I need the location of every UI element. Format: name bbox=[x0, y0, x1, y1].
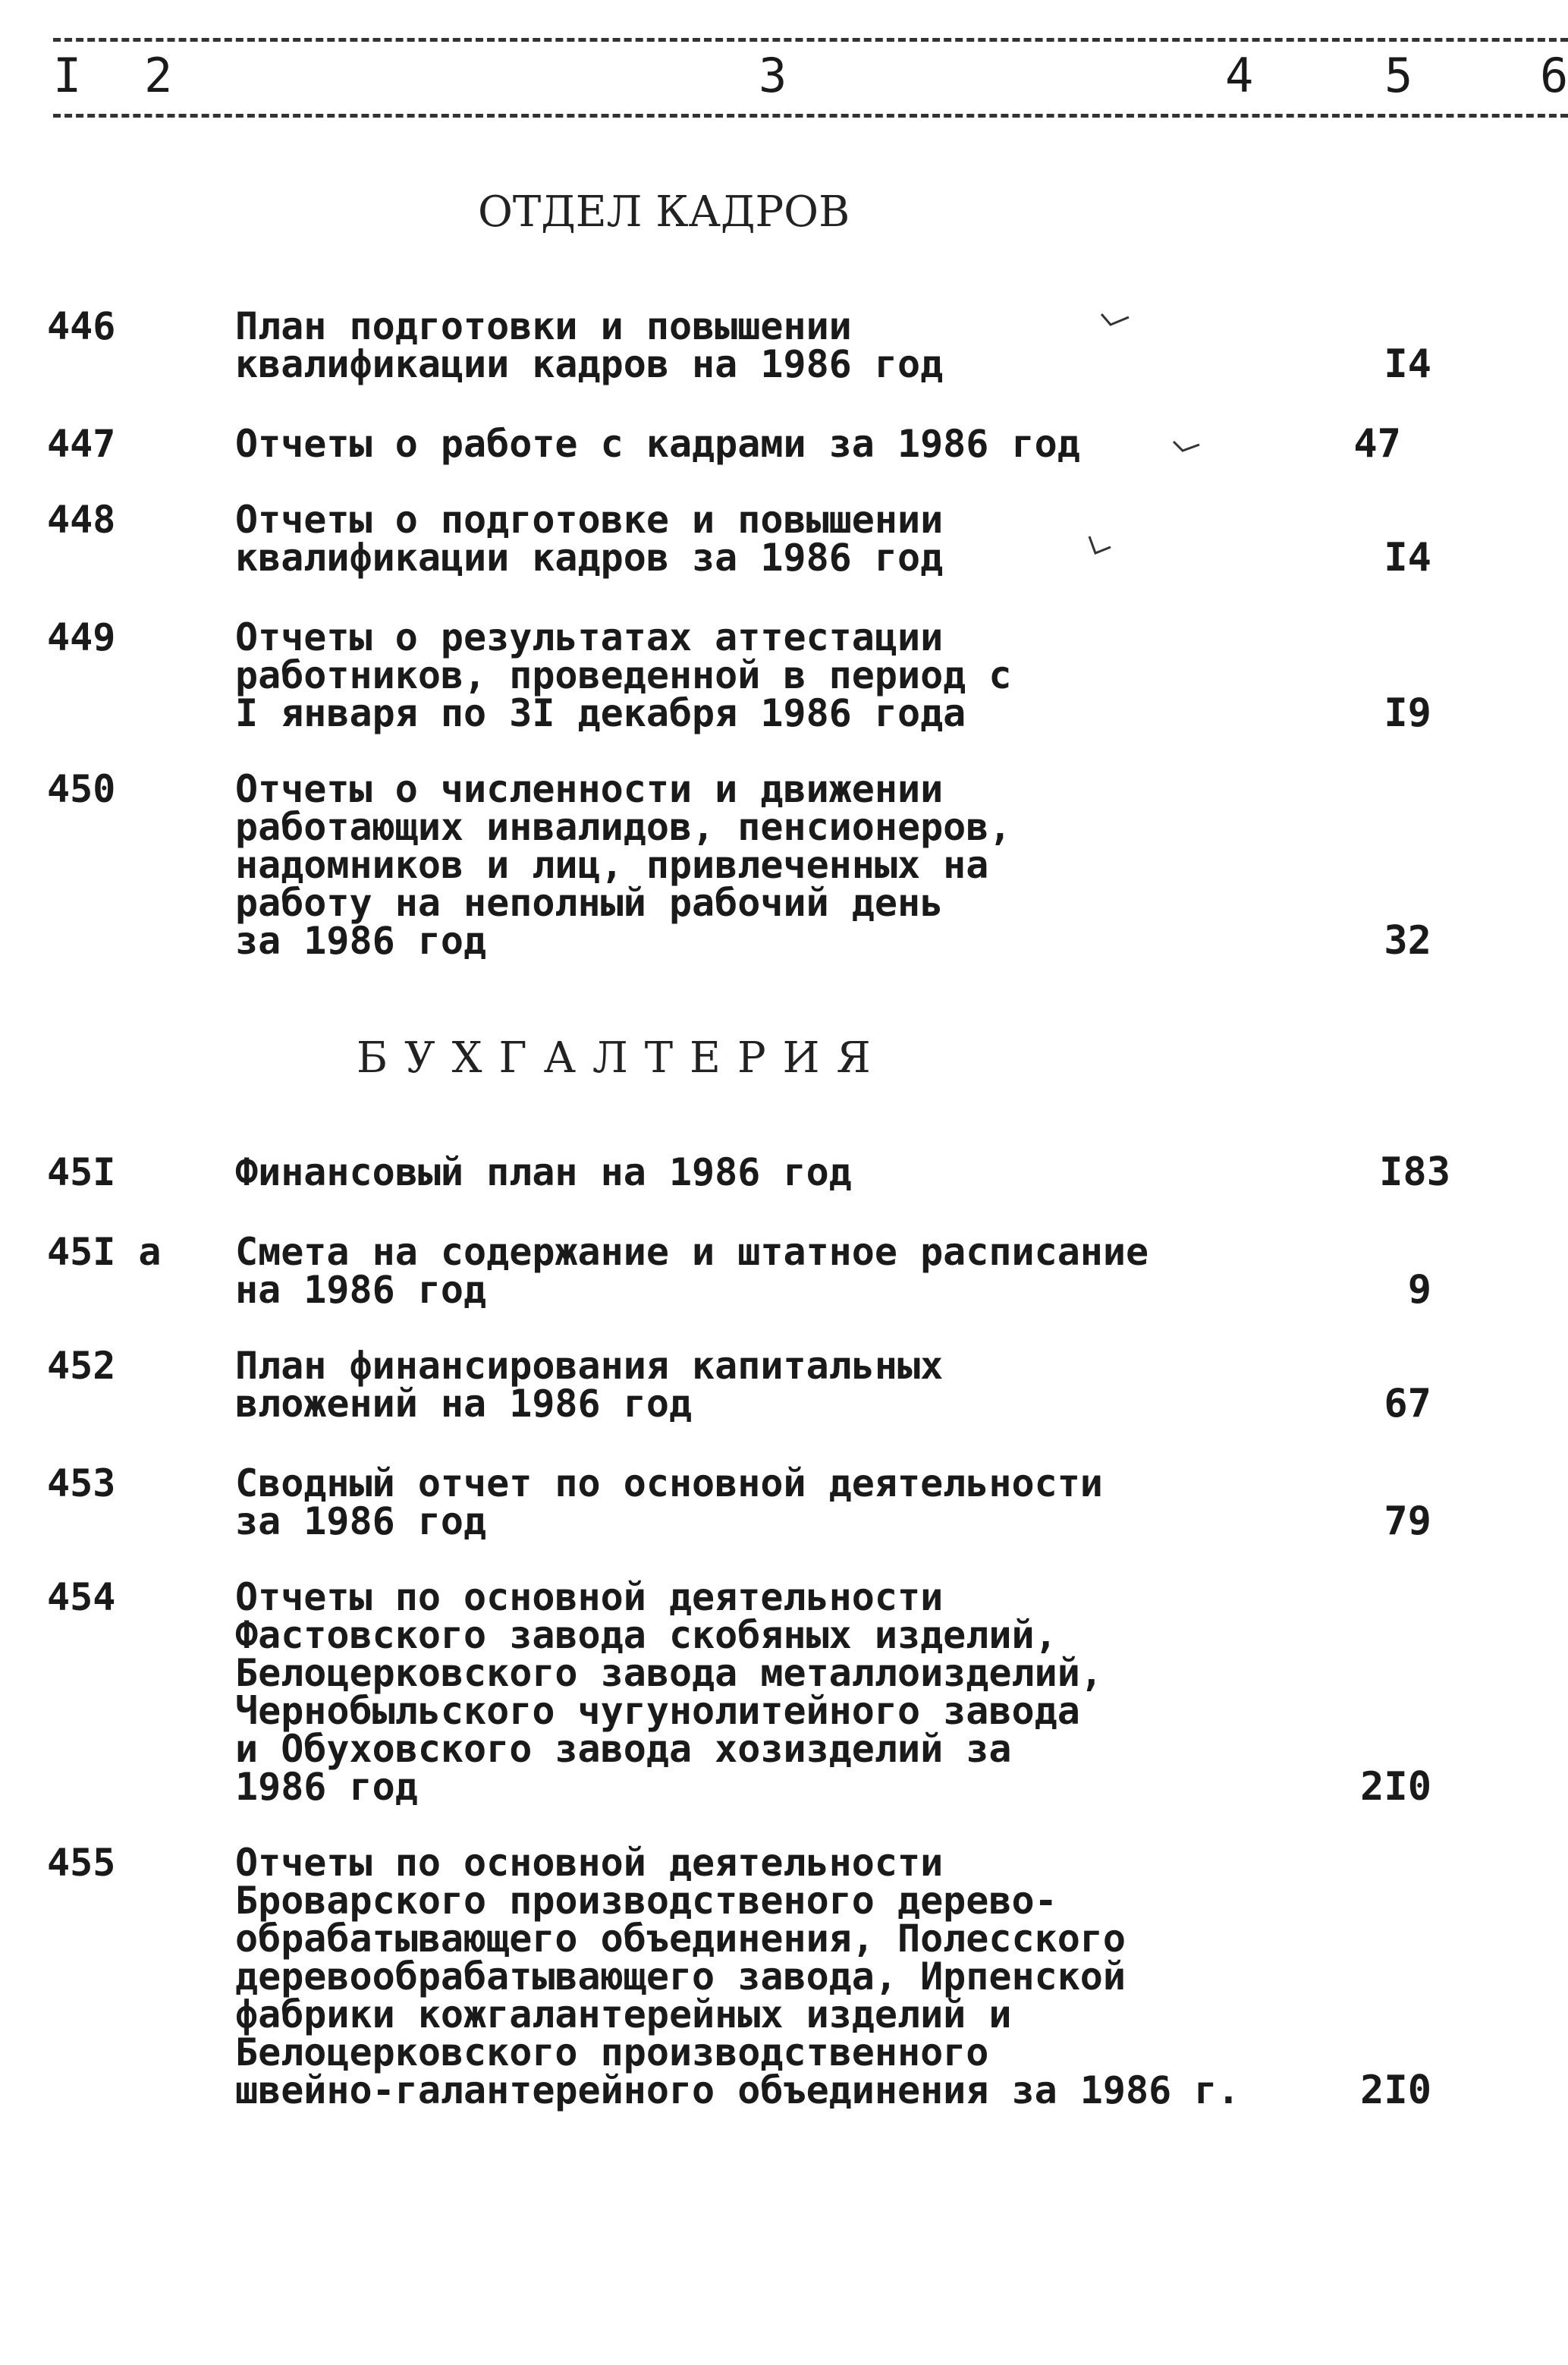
entry-number: 448 bbox=[47, 498, 116, 542]
entry-number: 452 bbox=[47, 1344, 116, 1388]
column-number-2: 2 bbox=[144, 48, 173, 103]
entry-number: 454 bbox=[47, 1575, 116, 1619]
entry-title: План финансирования капитальных вложений на 1986 год bbox=[235, 1344, 944, 1426]
column-number-1: I bbox=[53, 48, 82, 103]
section-heading-accounting: БУХГАЛТЕРИЯ bbox=[357, 1033, 888, 1083]
entry-pages: 2I0 bbox=[1360, 1764, 1431, 1810]
column-number-4: 4 bbox=[1225, 48, 1254, 103]
entry-number: 45I а bbox=[47, 1230, 162, 1274]
entry-number: 453 bbox=[47, 1461, 116, 1505]
column-number-6: 6 bbox=[1540, 48, 1568, 103]
entry-title: Финансовый план на 1986 год bbox=[235, 1150, 852, 1194]
column-number-5: 5 bbox=[1384, 48, 1413, 103]
entry-title: Отчеты о результатах аттестации работников, проведенной в период с I января по 3I декабря 1986 года bbox=[235, 615, 1012, 735]
checkmark-icon bbox=[1172, 434, 1202, 457]
entry-pages: 2I0 bbox=[1360, 2068, 1431, 2113]
entry-pages: I4 bbox=[1384, 535, 1431, 580]
entry-title: Отчеты о численности и движении работающих инвалидов, пенсионеров, надомников и лиц, привлеченных на работу на неполный рабочий день за 1986 год bbox=[235, 767, 1012, 963]
column-number-3: 3 bbox=[759, 48, 787, 103]
entry-pages: 67 bbox=[1384, 1381, 1431, 1426]
entry-number: 455 bbox=[47, 1841, 116, 1885]
entry-title: Отчеты о работе с кадрами за 1986 год bbox=[235, 422, 1080, 466]
header-bottom-rule bbox=[53, 114, 1568, 118]
entry-title: Отчеты по основной деятельности Фастовского завода скобяных изделий, Белоцерковского завода металлоизделий, Чернобыльского чугунолитейного завода и Обуховского завода хозизделий за 1986 год bbox=[235, 1575, 1103, 1809]
entry-number: 450 bbox=[47, 767, 116, 811]
checkmark-icon bbox=[1085, 535, 1115, 558]
entry-title: План подготовки и повышении квалификации кадров на 1986 год bbox=[235, 304, 944, 386]
entry-number: 447 bbox=[47, 422, 116, 466]
header-top-rule bbox=[53, 38, 1568, 42]
entry-title: Отчеты по основной деятельности Броварского производственого дерево- обрабатывающего объединения, Полесского деревообрабатывающего завода, Ирпенской фабрики кожгалантерейных изделий и Белоцерковского производственного швейно-галантерейного объединения за 1986 г. bbox=[235, 1841, 1240, 2112]
checkmark-icon bbox=[1100, 311, 1130, 334]
entry-pages: I4 bbox=[1384, 341, 1431, 387]
entry-number: 45I bbox=[47, 1150, 116, 1194]
entry-pages: I83 bbox=[1379, 1149, 1450, 1195]
entry-pages: I9 bbox=[1384, 690, 1431, 736]
entry-title: Отчеты о подготовке и повышении квалификации кадров за 1986 год bbox=[235, 498, 944, 580]
entry-title: Сводный отчет по основной деятельности за 1986 год bbox=[235, 1461, 1103, 1543]
entry-pages: 9 bbox=[1407, 1267, 1431, 1313]
entry-pages: 47 bbox=[1353, 421, 1401, 467]
section-heading-personnel: ОТДЕЛ КАДРОВ bbox=[478, 187, 850, 237]
entry-number: 449 bbox=[47, 615, 116, 659]
entry-pages: 32 bbox=[1384, 918, 1431, 964]
entry-pages: 79 bbox=[1384, 1499, 1431, 1544]
entry-number: 446 bbox=[47, 304, 116, 348]
entry-title: Смета на содержание и штатное расписание на 1986 год bbox=[235, 1230, 1149, 1312]
